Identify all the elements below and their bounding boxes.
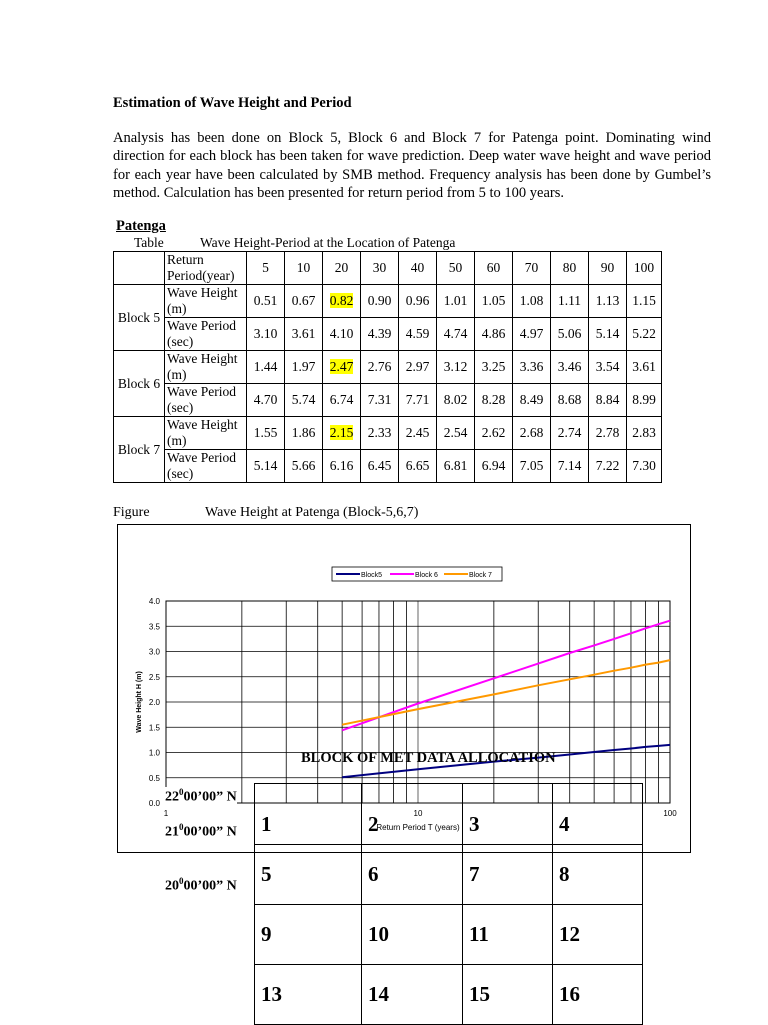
value-text: 7.05 [519, 458, 544, 473]
table-row [114, 318, 662, 351]
value-cell [247, 450, 285, 483]
value-cell [361, 285, 399, 318]
value-text: 6.74 [329, 392, 354, 407]
block-diagram-title: BLOCK OF MET DATA ALLOCATION [301, 750, 556, 766]
value-text: 5.74 [291, 392, 316, 407]
block-cell: 6 [362, 845, 463, 905]
x-tick-label: 10 [413, 809, 423, 818]
block-cell: 11 [463, 905, 553, 965]
value-cell [513, 351, 551, 384]
value-text: 1.13 [595, 293, 620, 308]
value-text: 4.70 [253, 392, 278, 407]
return-period-label: Return Period(year) [165, 252, 247, 285]
value-text: 2.97 [405, 359, 430, 374]
value-cell [247, 384, 285, 417]
row-label-cell: Wave Height (m) [165, 285, 247, 318]
return-period-cell: 5 [247, 252, 285, 285]
value-text: 8.49 [519, 392, 544, 407]
value-text: 3.46 [557, 359, 582, 374]
return-period-cell: 100 [627, 252, 662, 285]
return-period-cell: 80 [551, 252, 589, 285]
block-name-cell: Block 5 [114, 285, 165, 351]
y-tick-label: 2.5 [148, 672, 160, 682]
value-text: 7.71 [405, 392, 430, 407]
row-label-cell: Wave Height (m) [165, 417, 247, 450]
table-row [114, 417, 662, 450]
value-cell [437, 318, 475, 351]
grid-cell [362, 784, 463, 805]
latitude-label: $21^000’00$” N [165, 822, 237, 840]
latitude-label: $22^000’00$” N [165, 787, 237, 805]
value-cell [437, 351, 475, 384]
value-cell [437, 285, 475, 318]
value-cell [323, 384, 361, 417]
value-text: 8.68 [557, 392, 582, 407]
value-text: 2.47 [329, 359, 354, 374]
value-cell [589, 351, 627, 384]
value-text: 1.44 [253, 359, 278, 374]
y-tick-label: 1.5 [148, 723, 160, 733]
value-text: 1.86 [291, 425, 316, 440]
value-text: 0.96 [405, 293, 430, 308]
value-text: 3.36 [519, 359, 544, 374]
value-text: 3.61 [291, 326, 316, 341]
block-cell: 15 [463, 965, 553, 1025]
value-cell [323, 318, 361, 351]
legend-label: Block 7 [469, 572, 492, 579]
block-cell: 16 [553, 965, 643, 1025]
value-text: 2.33 [367, 425, 392, 440]
value-cell [513, 318, 551, 351]
series-line [342, 660, 670, 725]
table-header-row [114, 252, 662, 285]
value-cell [475, 351, 513, 384]
value-text: 5.14 [253, 458, 278, 473]
value-cell [513, 450, 551, 483]
value-cell [551, 318, 589, 351]
row-label-cell: Wave Period (sec) [165, 450, 247, 483]
value-text: 7.30 [632, 458, 656, 473]
block-name-cell: Block 6 [114, 351, 165, 417]
return-period-cell: 40 [399, 252, 437, 285]
legend-label: Block 6 [415, 572, 438, 579]
value-cell [285, 417, 323, 450]
value-cell [285, 450, 323, 483]
row-label-cell: Wave Period (sec) [165, 318, 247, 351]
value-text: 7.14 [557, 458, 582, 473]
value-text: 4.97 [519, 326, 544, 341]
value-text: 6.45 [367, 458, 392, 473]
y-tick-label: 0.5 [148, 773, 160, 783]
value-text: 7.31 [367, 392, 392, 407]
value-text: 4.59 [405, 326, 430, 341]
value-text: 4.74 [443, 326, 468, 341]
value-cell [361, 318, 399, 351]
return-period-cell: 30 [361, 252, 399, 285]
value-cell [285, 285, 323, 318]
figure-caption-label: Figure [113, 505, 150, 520]
value-cell [551, 417, 589, 450]
value-text: 6.16 [329, 458, 354, 473]
grid-cell [463, 784, 553, 805]
value-cell [589, 417, 627, 450]
return-period-cell: 70 [513, 252, 551, 285]
value-cell [361, 384, 399, 417]
return-period-cell: 10 [285, 252, 323, 285]
block-cell: 2 [362, 805, 463, 845]
value-text: 3.10 [253, 326, 278, 341]
value-text: 2.54 [443, 425, 468, 440]
table-row [114, 450, 662, 483]
value-cell [627, 285, 662, 318]
value-text: 3.12 [443, 359, 468, 374]
block-cell: 1 [255, 805, 362, 845]
value-cell [627, 384, 662, 417]
y-tick-label: 3.0 [148, 647, 160, 657]
value-cell [627, 417, 662, 450]
value-cell [285, 351, 323, 384]
value-cell [247, 351, 285, 384]
value-text: 5.66 [291, 458, 316, 473]
value-cell [399, 450, 437, 483]
location-heading: Patenga [116, 218, 166, 234]
value-cell [589, 384, 627, 417]
value-text: 3.61 [632, 359, 656, 374]
y-tick-label: 3.5 [148, 622, 160, 632]
value-text: 2.62 [481, 425, 506, 440]
table-corner-cell [114, 252, 165, 285]
value-cell [399, 351, 437, 384]
x-tick-label: 1 [163, 809, 169, 818]
value-text: 5.22 [632, 326, 656, 341]
value-text: 2.68 [519, 425, 544, 440]
value-cell [551, 384, 589, 417]
value-cell [627, 351, 662, 384]
row-label-cell: Wave Height (m) [165, 351, 247, 384]
value-cell [475, 285, 513, 318]
value-text: 1.11 [557, 293, 582, 308]
value-text: 2.15 [329, 425, 354, 440]
figure-caption-text: Wave Height at Patenga (Block-5,6,7) [205, 505, 419, 520]
value-text: 3.25 [481, 359, 506, 374]
value-text: 1.08 [519, 293, 544, 308]
value-cell [285, 318, 323, 351]
wave-table [113, 251, 662, 483]
value-text: 1.05 [481, 293, 506, 308]
value-cell [437, 417, 475, 450]
value-cell [475, 450, 513, 483]
x-tick-label: 100 [663, 809, 677, 818]
table-row [114, 351, 662, 384]
table-row [114, 285, 662, 318]
value-text: 1.97 [291, 359, 316, 374]
value-cell [323, 351, 361, 384]
value-cell [513, 417, 551, 450]
value-text: 6.65 [405, 458, 430, 473]
value-text: 0.67 [291, 293, 316, 308]
value-text: 6.94 [481, 458, 506, 473]
block-name-cell: Block 7 [114, 417, 165, 483]
value-cell [247, 318, 285, 351]
block-cell: 3 [463, 805, 553, 845]
value-cell [361, 351, 399, 384]
return-period-cell: 50 [437, 252, 475, 285]
value-text: 0.51 [253, 293, 278, 308]
grid-cell [255, 784, 362, 805]
value-cell [475, 318, 513, 351]
value-text: 2.74 [557, 425, 582, 440]
value-cell [361, 417, 399, 450]
grid-cell [553, 784, 643, 805]
block-grid [254, 783, 643, 1025]
value-text: 2.76 [367, 359, 392, 374]
value-cell [323, 417, 361, 450]
block-cell: 13 [255, 965, 362, 1025]
value-cell [437, 450, 475, 483]
value-text: 8.84 [595, 392, 620, 407]
value-cell [285, 384, 323, 417]
value-text: 2.78 [595, 425, 620, 440]
value-text: 2.83 [632, 425, 656, 440]
value-cell [589, 285, 627, 318]
row-label-cell: Wave Period (sec) [165, 384, 247, 417]
value-cell [513, 384, 551, 417]
value-cell [437, 384, 475, 417]
value-cell [627, 450, 662, 483]
value-text: 8.02 [443, 392, 468, 407]
y-tick-label: 4.0 [148, 597, 160, 606]
value-cell [589, 318, 627, 351]
section-title: Estimation of Wave Height and Period [113, 95, 352, 111]
block-cell: 12 [553, 905, 643, 965]
value-cell [399, 318, 437, 351]
block-cell: 9 [255, 905, 362, 965]
value-text: 1.01 [443, 293, 468, 308]
value-cell [627, 318, 662, 351]
value-text: 4.39 [367, 326, 392, 341]
value-text: 6.81 [443, 458, 468, 473]
value-cell [399, 384, 437, 417]
value-text: 7.22 [595, 458, 620, 473]
value-cell [513, 285, 551, 318]
block-cell: 5 [255, 845, 362, 905]
block-cell: 14 [362, 965, 463, 1025]
value-cell [399, 417, 437, 450]
value-text: 0.82 [329, 293, 354, 308]
return-period-cell: 60 [475, 252, 513, 285]
y-tick-label: 2.0 [148, 698, 160, 707]
block-cell: 8 [553, 845, 643, 905]
value-cell [475, 417, 513, 450]
return-period-cell: 90 [589, 252, 627, 285]
block-cell: 4 [553, 805, 643, 845]
legend-label: Block5 [361, 572, 383, 579]
value-text: 3.54 [595, 359, 620, 374]
y-tick-label: 1.0 [148, 748, 160, 758]
block-cell: 10 [362, 905, 463, 965]
value-text: 1.55 [253, 425, 278, 440]
value-text: 1.15 [632, 293, 656, 308]
value-cell [551, 285, 589, 318]
value-cell [247, 417, 285, 450]
value-text: 4.10 [329, 326, 354, 341]
value-cell [323, 450, 361, 483]
return-period-cell: 20 [323, 252, 361, 285]
y-axis-label: Wave Height H (m) [136, 671, 143, 733]
table-caption-text: Wave Height-Period at the Location of Patenga [200, 235, 456, 250]
value-cell [551, 351, 589, 384]
latitude-label: $20^000’00$” N [165, 876, 237, 894]
value-text: 5.14 [595, 326, 620, 341]
x-axis-label: Return Period T (years) [376, 823, 460, 832]
value-text: 0.90 [367, 293, 392, 308]
value-cell [361, 450, 399, 483]
value-cell [589, 450, 627, 483]
value-cell [551, 450, 589, 483]
value-text: 5.06 [557, 326, 582, 341]
table-row [114, 384, 662, 417]
value-cell [399, 285, 437, 318]
table-caption-label: Table [134, 235, 164, 250]
y-tick-label: 0.0 [148, 799, 160, 808]
value-text: 8.28 [481, 392, 506, 407]
value-text: 2.45 [405, 425, 430, 440]
value-cell [247, 285, 285, 318]
analysis-paragraph: Analysis has been done on Block 5, Block 6 and Block 7 for Patenga point. Dominating wind direction for each block has been taken for wave prediction. Deep water wave height and wave period for each year have been calculated by SMB method. Frequency analysis has been done by Gumbel’s method. Calculation has been presented for return period from 5 to 100 years. [113, 130, 711, 202]
value-cell [475, 384, 513, 417]
block-cell: 7 [463, 845, 553, 905]
value-text: 4.86 [481, 326, 506, 341]
value-cell [323, 285, 361, 318]
value-text: 8.99 [632, 392, 656, 407]
